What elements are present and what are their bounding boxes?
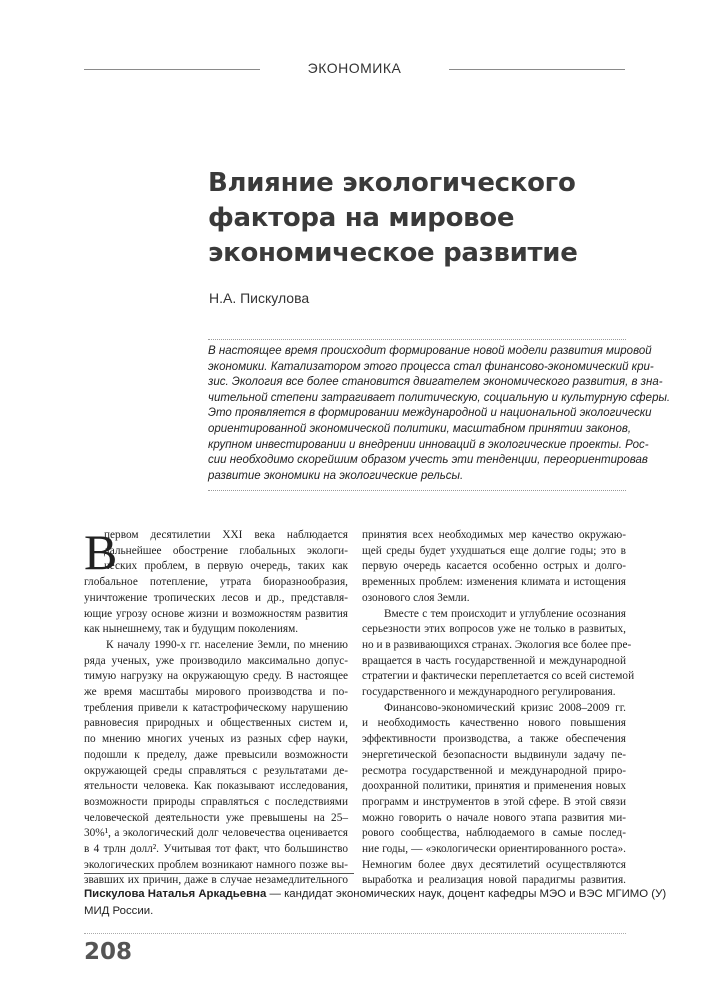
body-line: подошли к пределу, даже превысили возможности bbox=[84, 748, 348, 761]
body-line: принятия всех необходимых мер качество окружаю- bbox=[362, 529, 626, 541]
abstract-line: крупном инвестировании и внедрении инноваций в экологические проекты. Рос- bbox=[208, 438, 649, 451]
body-line: звавших их причин, даже в случае незамедлительного bbox=[84, 874, 348, 887]
body-line: но и в развивающихся странах. Экология все более пре- bbox=[362, 638, 632, 651]
body-line: Финансово-экономический кризис 2008–2009 гг. bbox=[384, 701, 626, 714]
body-line: тимую нагрузку на окружающую среду. В настоящее bbox=[84, 670, 348, 683]
body-line: и необходимость качественно нового повышения bbox=[362, 717, 626, 730]
abstract-line: чительной степени затрагивает политическую, социальную и культурную сферы. bbox=[208, 391, 671, 404]
body-line: рового сообщества, наблюдаемого в самые послед- bbox=[362, 827, 626, 840]
abstract-line: Это проявляется в формировании международной и национальной экологически bbox=[208, 407, 652, 420]
body-line: же время масштабы мирового производства и по- bbox=[84, 686, 348, 699]
body-line: государственного и международного регулирования. bbox=[362, 686, 616, 699]
body-line: ряда ученых, уже производило максимально допус- bbox=[84, 654, 348, 667]
body-line: ющие угрозу основе жизни и возможностям развития bbox=[84, 607, 348, 620]
body-line: стратегии и фактически переплетается со всей системой bbox=[362, 670, 635, 683]
header-rule-left bbox=[84, 69, 260, 70]
body-column-left bbox=[84, 524, 348, 889]
title-line: Влияние экологического bbox=[208, 168, 576, 198]
body-line: озонового слоя Земли. bbox=[362, 591, 470, 604]
article-title bbox=[208, 166, 628, 271]
abstract-line: развитие экономики на экологические рельсы. bbox=[208, 469, 464, 482]
footnote-rule bbox=[84, 873, 354, 874]
body-line: ресмотра государственной и международной приро- bbox=[362, 764, 626, 777]
footnote-text: — кандидат экономических наук, доцент кафедры МЭО и ВЭС МГИМО (У) bbox=[266, 888, 667, 900]
abstract bbox=[208, 339, 671, 491]
body-line: энергетической безопасности выдвинули задачу пе- bbox=[362, 748, 626, 761]
author-footnote bbox=[84, 886, 667, 920]
body-line: Немногим более двух десятилетий осуществляются bbox=[362, 858, 626, 871]
body-line: эффективности производства, а также обеспечения bbox=[362, 733, 626, 746]
body-line: щей среды будет ухудшаться еще долгие годы; это в bbox=[362, 544, 626, 557]
body-line: К началу 1990-х гг. население Земли, по мнению bbox=[106, 638, 348, 651]
header-rule-right bbox=[449, 69, 625, 70]
section-header bbox=[84, 60, 625, 80]
body-line: можно говорить о начале нового этапа развития ми- bbox=[362, 811, 626, 824]
body-line: равновесия природных и общественных систем и, bbox=[84, 717, 348, 730]
title-line: экономическое развитие bbox=[208, 238, 578, 268]
title-line: фактора на мировое bbox=[208, 203, 515, 233]
body-line: дальнейшее обострение глобальных экологи- bbox=[104, 544, 348, 557]
body-line: как нынешнему, так и будущим поколениям. bbox=[84, 623, 299, 636]
body-line: вращается в часть государственной и международной bbox=[362, 654, 626, 667]
footnote-line: МИД России. bbox=[84, 905, 154, 917]
body-line: доохранной политики, принятия и применения новых bbox=[362, 780, 626, 793]
page-footer-rule bbox=[84, 933, 626, 934]
abstract-line: В настоящее время происходит формирование новой модели развития мировой bbox=[208, 345, 652, 357]
body-line: ятельности человека. Как показывают исследования, bbox=[84, 780, 348, 793]
body-line: глобальное потепление, утрата биоразнообразия, bbox=[84, 576, 348, 589]
abstract-line: зис. Экология все более становится двигателем экономического развития, в зна- bbox=[208, 376, 663, 389]
body-line: серьезности этих вопросов уже не только в развитых, bbox=[362, 623, 626, 636]
body-line: 30%¹, а экологический долг человечества оценивается bbox=[84, 827, 348, 840]
abstract-line: сии необходимо скорейшим образом учесть эти тенденции, переориентировав bbox=[208, 454, 648, 467]
body-line: человеческой деятельности уже превышены на 25– bbox=[84, 811, 348, 824]
author-name: Н.А. Пискулова bbox=[209, 290, 310, 306]
abstract-line: экономики. Катализатором этого процесса стал финансово-экономический кри- bbox=[208, 360, 654, 373]
section-label: ЭКОНОМИКА bbox=[307, 60, 402, 76]
body-line: временных проблем: изменения климата и истощения bbox=[362, 576, 626, 589]
body-line: программ и инструментов в этой сфере. В этой связи bbox=[362, 795, 626, 808]
body-line: окружающей среды справляться с результатами де- bbox=[84, 764, 348, 777]
body-line: по мнению многих ученых из разных сфер науки, bbox=[84, 733, 348, 746]
body-line: первую очередь касается особенно острых и долго- bbox=[362, 560, 626, 573]
page-number: 208 bbox=[84, 939, 133, 965]
body-line: в 4 трлн долл². Учитывая тот факт, что большинство bbox=[84, 843, 348, 856]
body-line: экологических проблем возникают намного позже вы- bbox=[84, 858, 348, 871]
abstract-line: ориентированной экономической политики, масштабном принятии законов, bbox=[208, 422, 632, 435]
drop-cap: В bbox=[84, 524, 118, 580]
body-line: Вместе с тем происходит и углубление осознания bbox=[384, 607, 626, 620]
body-line: уничтожение тропических лесов и др., представля- bbox=[84, 591, 348, 604]
body-line: выработка и реализация новой парадигмы развития. bbox=[362, 874, 626, 887]
body-column-right bbox=[362, 528, 635, 889]
body-line: первом десятилетии XXI века наблюдается bbox=[104, 529, 348, 541]
body-line: возможности природы справляться с последствиями bbox=[84, 795, 348, 808]
body-line: требления привели к катастрофическому нарушению bbox=[84, 701, 348, 714]
body-line: ческих проблем, в первую очередь, таких как bbox=[104, 560, 348, 573]
footnote-line bbox=[84, 886, 667, 903]
footnote-author-name: Пискулова Наталья Аркадьевна bbox=[84, 888, 267, 900]
body-line: ние годы, — «экологически ориентированного роста». bbox=[362, 843, 626, 856]
